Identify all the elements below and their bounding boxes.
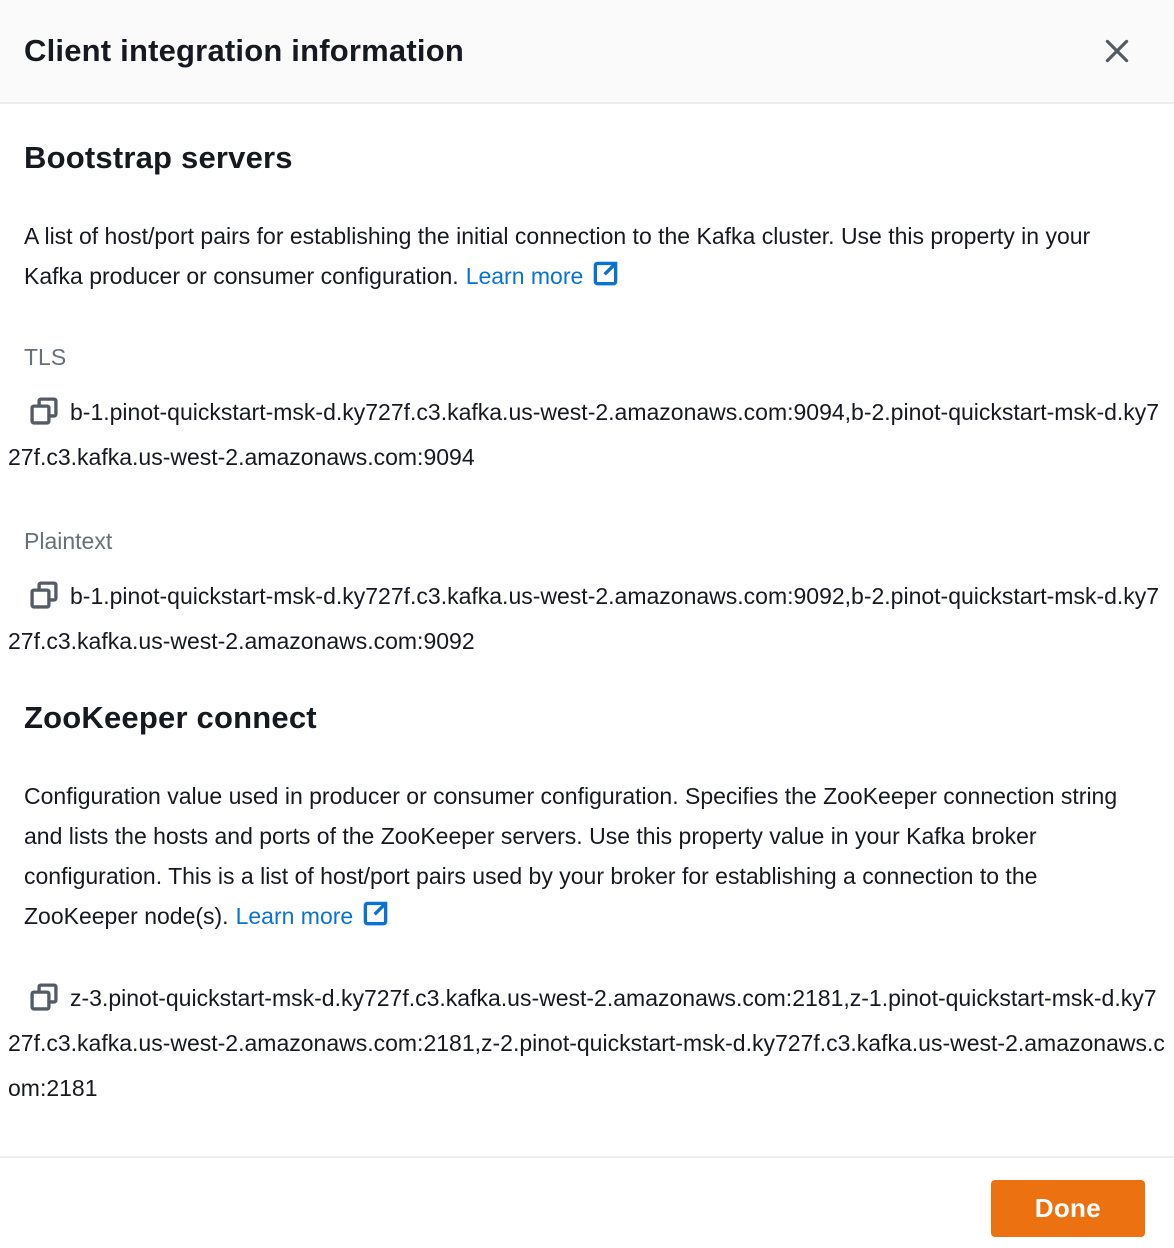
- bootstrap-servers-description: [24, 216, 1146, 296]
- bootstrap-tls-row: [8, 390, 1166, 480]
- endpoint-label-plaintext: Plaintext: [24, 528, 113, 554]
- zookeeper-description: [24, 776, 1146, 936]
- dialog-header: [0, 0, 1174, 104]
- endpoint-label-tls: TLS: [24, 344, 67, 370]
- copy-icon[interactable]: [30, 397, 58, 425]
- zookeeper-connect-heading: ZooKeeper connect: [24, 700, 317, 735]
- bootstrap-servers-heading: Bootstrap servers: [24, 140, 293, 175]
- close-button[interactable]: [1098, 32, 1136, 70]
- copy-icon[interactable]: [30, 983, 58, 1011]
- dialog-footer: [0, 1156, 1174, 1248]
- bootstrap-description-text: A list of host/port pairs for establishing the initial connection to the Kafka cluster. Use this property in your Kafka producer or consumer configuration.: [24, 223, 1091, 289]
- copy-icon[interactable]: [30, 581, 58, 609]
- zookeeper-connect-value: z-3.pinot-quickstart-msk-d.ky727f.c3.kafka.us-west-2.amazonaws.com:2181,z-1.pinot-quickstart-msk-d.ky727f.c3.kafka.us-west-2.amazonaws.com:2181,z-2.pinot-quickstart-msk-d.ky727f.c3.kafka.us-west-2.amazonaws.com:2181: [8, 985, 1165, 1101]
- dialog-content: [0, 104, 1174, 1156]
- learn-more-label: Learn more: [465, 263, 584, 289]
- external-link-icon: [362, 900, 389, 927]
- external-link-icon: [592, 260, 619, 287]
- close-icon: [1101, 35, 1133, 67]
- zookeeper-connect-row: [8, 976, 1166, 1111]
- dialog-title: Client integration information: [24, 33, 464, 68]
- learn-more-label: Learn more: [235, 903, 354, 929]
- bootstrap-tls-value: b-1.pinot-quickstart-msk-d.ky727f.c3.kafka.us-west-2.amazonaws.com:9094,b-2.pinot-quickstart-msk-d.ky727f.c3.kafka.us-west-2.amazonaws.com:9094: [8, 399, 1160, 470]
- zookeeper-description-text: Configuration value used in producer or consumer configuration. Specifies the ZooKeeper connection string and lists the hosts and ports of the ZooKeeper servers. Use this property value in your Kafka broker configuration. This is a list of host/port pairs used by your broker for establishing a connection to the ZooKeeper node(s).: [24, 783, 1118, 929]
- zookeeper-learn-more-link[interactable]: [236, 903, 390, 929]
- bootstrap-plaintext-value: b-1.pinot-quickstart-msk-d.ky727f.c3.kafka.us-west-2.amazonaws.com:9092,b-2.pinot-quickstart-msk-d.ky727f.c3.kafka.us-west-2.amazonaws.com:9092: [8, 583, 1160, 654]
- bootstrap-learn-more-link[interactable]: [466, 263, 620, 289]
- done-button[interactable]: Done: [991, 1180, 1145, 1237]
- bootstrap-plaintext-row: [8, 574, 1166, 664]
